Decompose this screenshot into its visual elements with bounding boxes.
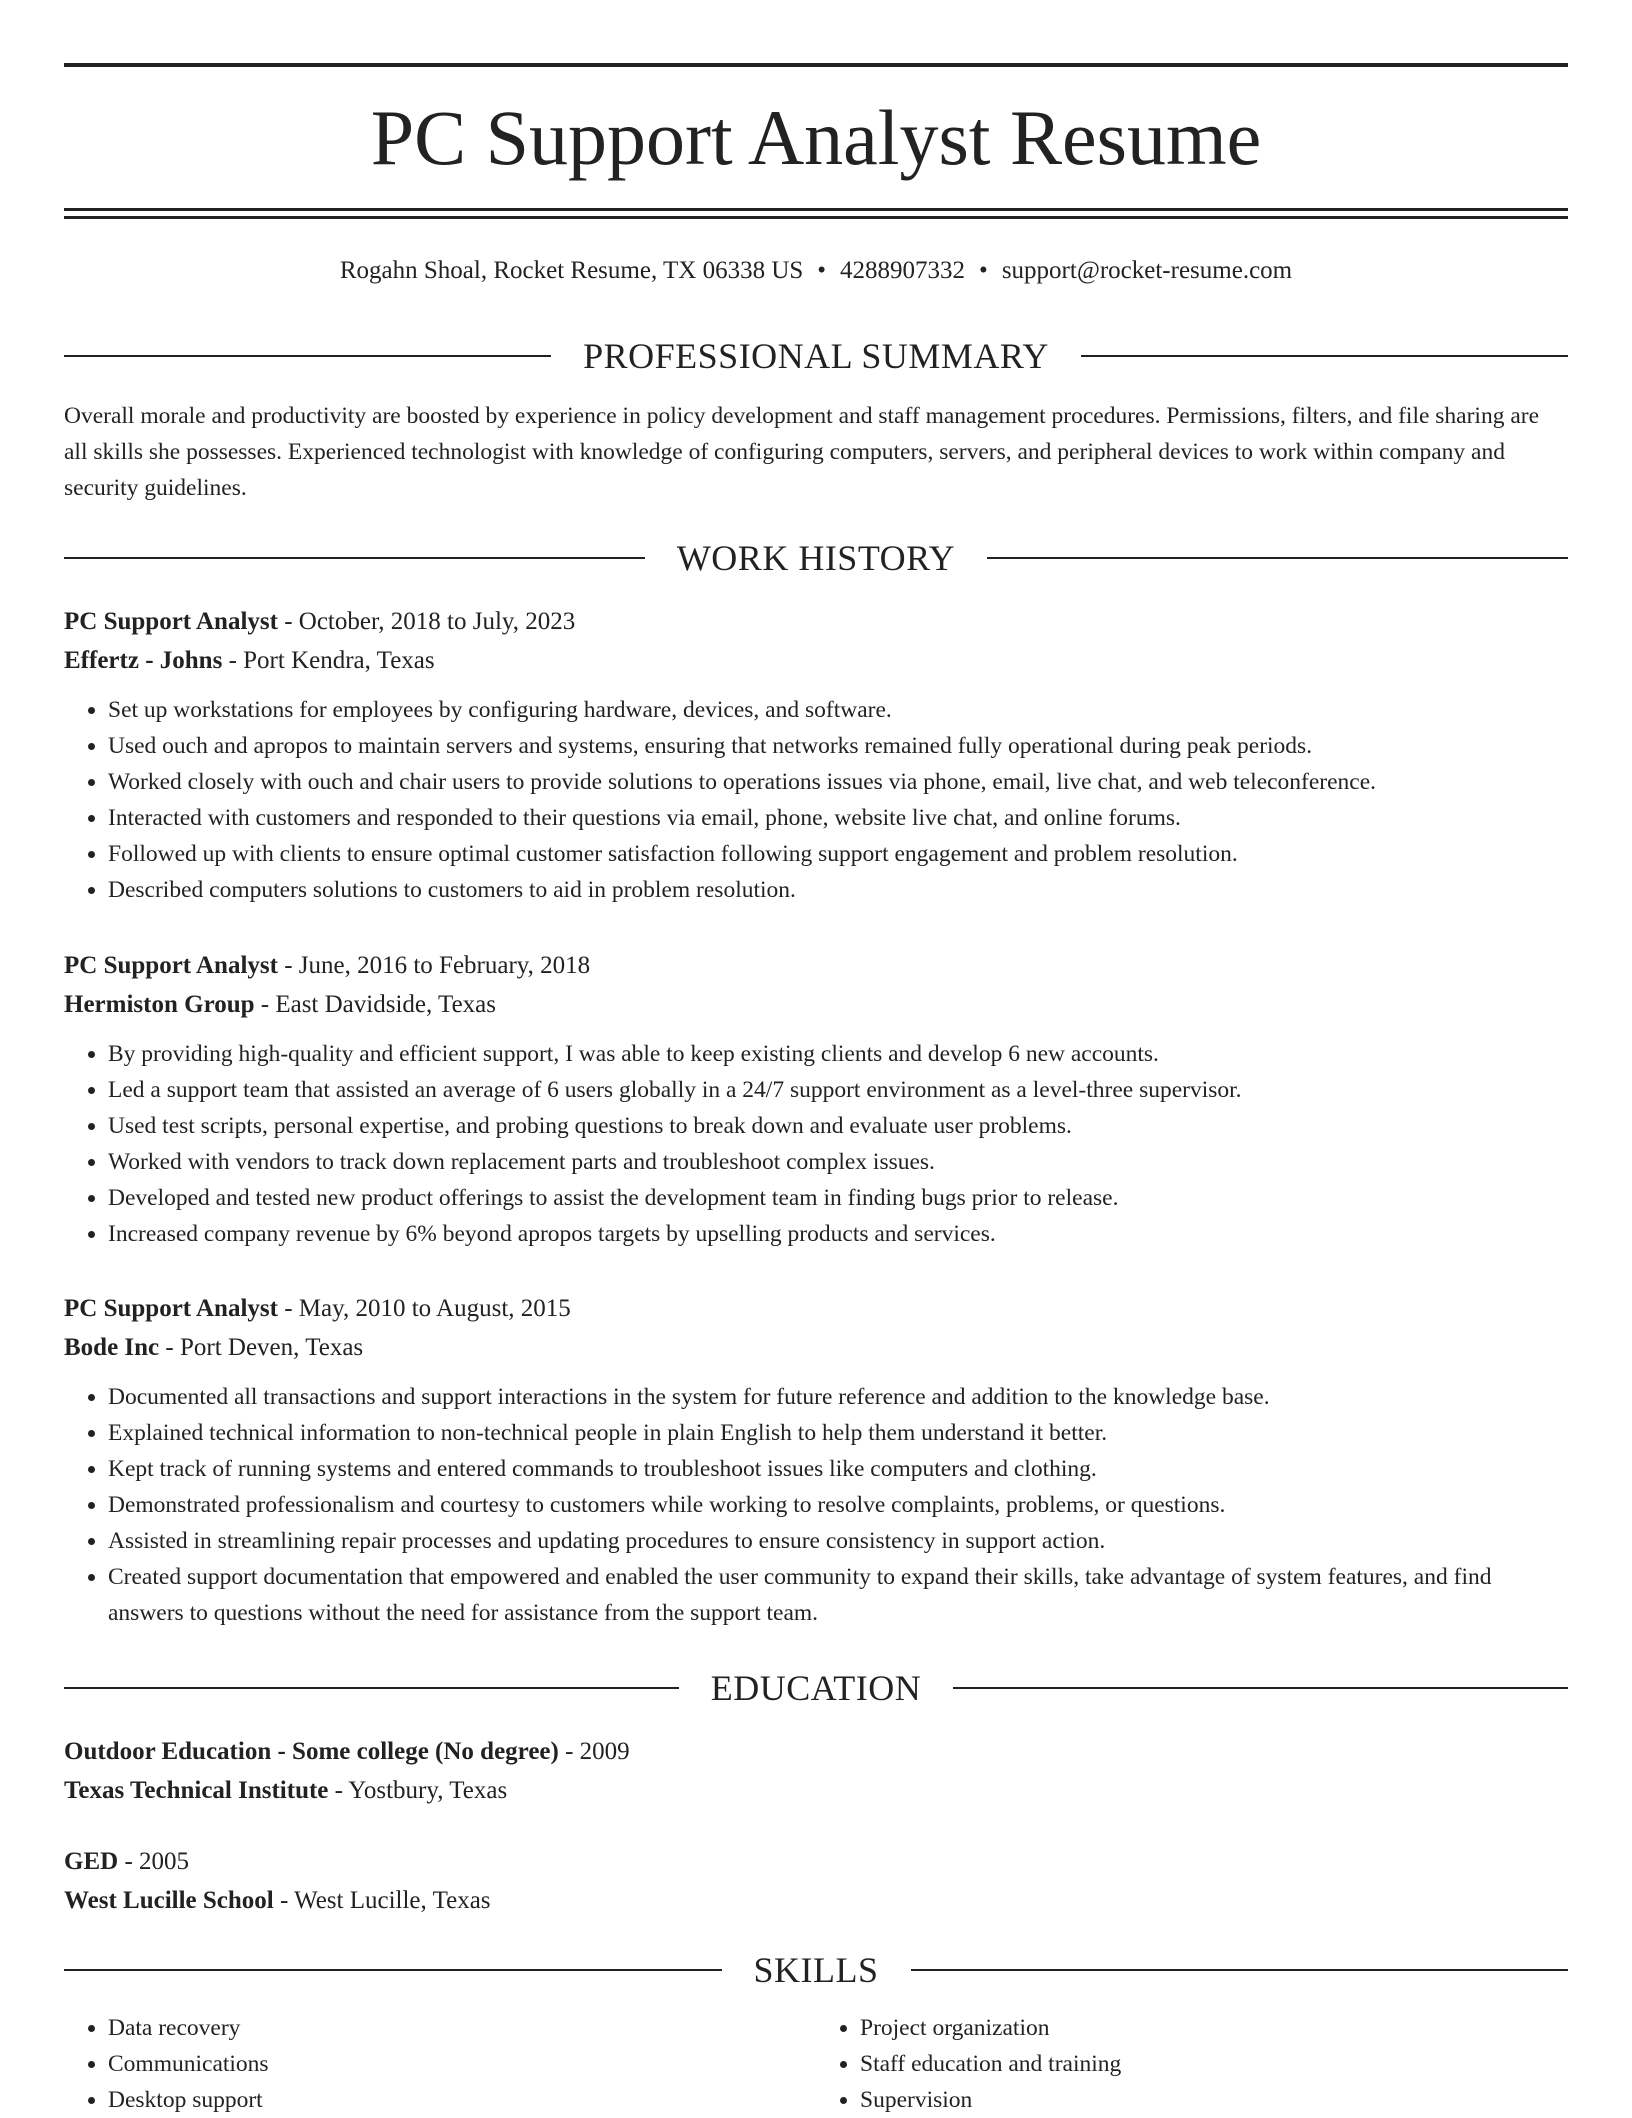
education-entry xyxy=(64,1842,1568,1920)
job-title: PC Support Analyst xyxy=(64,1295,278,1322)
job-location: - Port Deven, Texas xyxy=(159,1334,364,1361)
skill-item: • Staff education and training xyxy=(860,2046,1568,2082)
job-bullet: • Interacted with customers and responded to their questions via email, phone, website live chat, and online forums. xyxy=(108,800,1568,836)
job-entry xyxy=(64,1289,1568,1631)
job-company: Effertz - Johns xyxy=(64,647,223,674)
skill-item: • Communications xyxy=(108,2046,816,2082)
section-title-skills: SKILLS xyxy=(753,1950,879,1990)
divider-line xyxy=(1081,355,1568,357)
job-bullet: • Developed and tested new product offerings to assist the development team in finding bugs prior to release. xyxy=(108,1180,1568,1216)
resume-title: PC Support Analyst Resume xyxy=(370,94,1262,181)
education-location: - West Lucille, Texas xyxy=(273,1887,491,1914)
skill-item: • Supervision xyxy=(860,2082,1568,2118)
summary-text: Overall morale and productivity are boosted by experience in policy development and staff management procedures. Permissions, filters, and file sharing are all skills she possesses. Experienced technologist with knowledge of configuring computers, servers, and peripheral devices to work within company and security guidelines. xyxy=(64,403,1540,501)
job-dates: - October, 2018 to July, 2023 xyxy=(277,608,576,635)
job-company: Bode Inc xyxy=(64,1334,160,1361)
divider-line xyxy=(64,557,645,559)
job-bullet: • Worked with vendors to track down replacement parts and troubleshoot complex issues. xyxy=(108,1144,1568,1180)
job-bullet: • Used ouch and apropos to maintain servers and systems, ensuring that networks remained fully operational during peak periods. xyxy=(108,728,1568,764)
contact-separator: • xyxy=(817,257,827,284)
job-bullet: • Kept track of running systems and entered commands to troubleshoot issues like computers and clothing. xyxy=(108,1451,1568,1487)
job-bullet: • Explained technical information to non-technical people in plain English to help them understand it better. xyxy=(108,1415,1568,1451)
job-title: PC Support Analyst xyxy=(64,952,278,979)
skill-item: • Data recovery xyxy=(108,2010,816,2046)
title-rule-upper xyxy=(64,208,1568,211)
skill-item: • Desktop support xyxy=(108,2082,816,2118)
job-bullet: • Assisted in streamlining repair processes and updating procedures to ensure consistency in support action. xyxy=(108,1523,1568,1559)
job-dates: - May, 2010 to August, 2015 xyxy=(277,1295,571,1322)
skills-list-left xyxy=(64,2010,816,2118)
education-degree-line xyxy=(64,1842,1568,1881)
contact-phone: 4288907332 xyxy=(840,257,966,284)
education-school-line xyxy=(64,1881,1568,1920)
education-degree: GED xyxy=(64,1848,119,1875)
skill-item: • Project organization xyxy=(860,2010,1568,2046)
job-location: - Port Kendra, Texas xyxy=(222,647,435,674)
top-rule xyxy=(64,63,1568,67)
job-title: PC Support Analyst xyxy=(64,608,278,635)
job-bullet: • By providing high-quality and efficient support, I was able to keep existing clients and develop 6 new accounts. xyxy=(108,1036,1568,1072)
job-bullet: • Followed up with clients to ensure optimal customer satisfaction following support engagement and problem resolution. xyxy=(108,836,1568,872)
skills-list-right xyxy=(816,2010,1568,2118)
education-school: Texas Technical Institute xyxy=(64,1777,329,1804)
job-company-line xyxy=(64,985,1568,1024)
job-bullet: • Set up workstations for employees by configuring hardware, devices, and software. xyxy=(108,692,1568,728)
job-company-line xyxy=(64,641,1568,680)
skills-columns xyxy=(64,2010,1568,2118)
education-degree-line xyxy=(64,1732,1568,1771)
job-bullets xyxy=(64,1379,1568,1631)
education-year: - 2005 xyxy=(118,1848,190,1875)
contact-separator: • xyxy=(979,257,988,284)
job-bullet: • Documented all transactions and support interactions in the system for future reference and addition to the knowledge base. xyxy=(108,1379,1568,1415)
job-company: Hermiston Group xyxy=(64,991,255,1018)
section-header-work xyxy=(64,536,1568,580)
job-location: - East Davidside, Texas xyxy=(254,991,496,1018)
job-title-line xyxy=(64,602,1568,641)
job-bullet: • Used test scripts, personal expertise, and probing questions to break down and evaluate user problems. xyxy=(108,1108,1568,1144)
job-entry xyxy=(64,602,1568,908)
contact-address: Rogahn Shoal, Rocket Resume, TX 06338 US xyxy=(339,257,804,284)
education-location: - Yostbury, Texas xyxy=(328,1777,508,1804)
job-dates: - June, 2016 to February, 2018 xyxy=(277,952,591,979)
section-header-summary xyxy=(64,334,1568,378)
divider-line xyxy=(64,1687,679,1689)
job-bullet: • Increased company revenue by 6% beyond apropos targets by upselling products and services. xyxy=(108,1216,1568,1252)
job-bullet: • Led a support team that assisted an average of 6 users globally in a 24/7 support environment as a level-three supervisor. xyxy=(108,1072,1568,1108)
divider-line xyxy=(64,1969,722,1971)
job-title-line xyxy=(64,1289,1568,1328)
job-entry xyxy=(64,946,1568,1252)
contact-line xyxy=(64,254,1568,288)
contact-email: support@rocket-resume.com xyxy=(1001,257,1293,284)
job-bullet: • Created support documentation that empowered and enabled the user community to expand their skills, take advantage of system features, and find answers to questions without the need for assistance from the support team. xyxy=(108,1559,1568,1631)
divider-line xyxy=(953,1687,1568,1689)
section-header-skills xyxy=(64,1948,1568,1992)
section-title-education: EDUCATION xyxy=(710,1668,922,1708)
section-header-education xyxy=(64,1666,1568,1710)
title-rule-lower xyxy=(64,216,1568,219)
job-bullets xyxy=(64,692,1568,908)
divider-line xyxy=(911,1969,1569,1971)
job-title-line xyxy=(64,946,1568,985)
divider-line xyxy=(987,557,1568,559)
section-title-summary: PROFESSIONAL SUMMARY xyxy=(583,336,1049,376)
education-entry xyxy=(64,1732,1568,1810)
education-school: West Lucille School xyxy=(64,1887,274,1914)
job-bullets xyxy=(64,1036,1568,1252)
section-title-work: WORK HISTORY xyxy=(676,538,956,578)
education-school-line xyxy=(64,1771,1568,1810)
job-bullet: • Worked closely with ouch and chair users to provide solutions to operations issues via phone, email, live chat, and web teleconference. xyxy=(108,764,1568,800)
education-year: - 2009 xyxy=(558,1738,630,1765)
job-bullet: • Demonstrated professionalism and courtesy to customers while working to resolve complaints, problems, or questions. xyxy=(108,1487,1568,1523)
divider-line xyxy=(64,355,551,357)
education-degree: Outdoor Education - Some college (No degree) xyxy=(64,1738,559,1765)
job-company-line xyxy=(64,1328,1568,1367)
job-bullet: • Described computers solutions to customers to aid in problem resolution. xyxy=(108,872,1568,908)
